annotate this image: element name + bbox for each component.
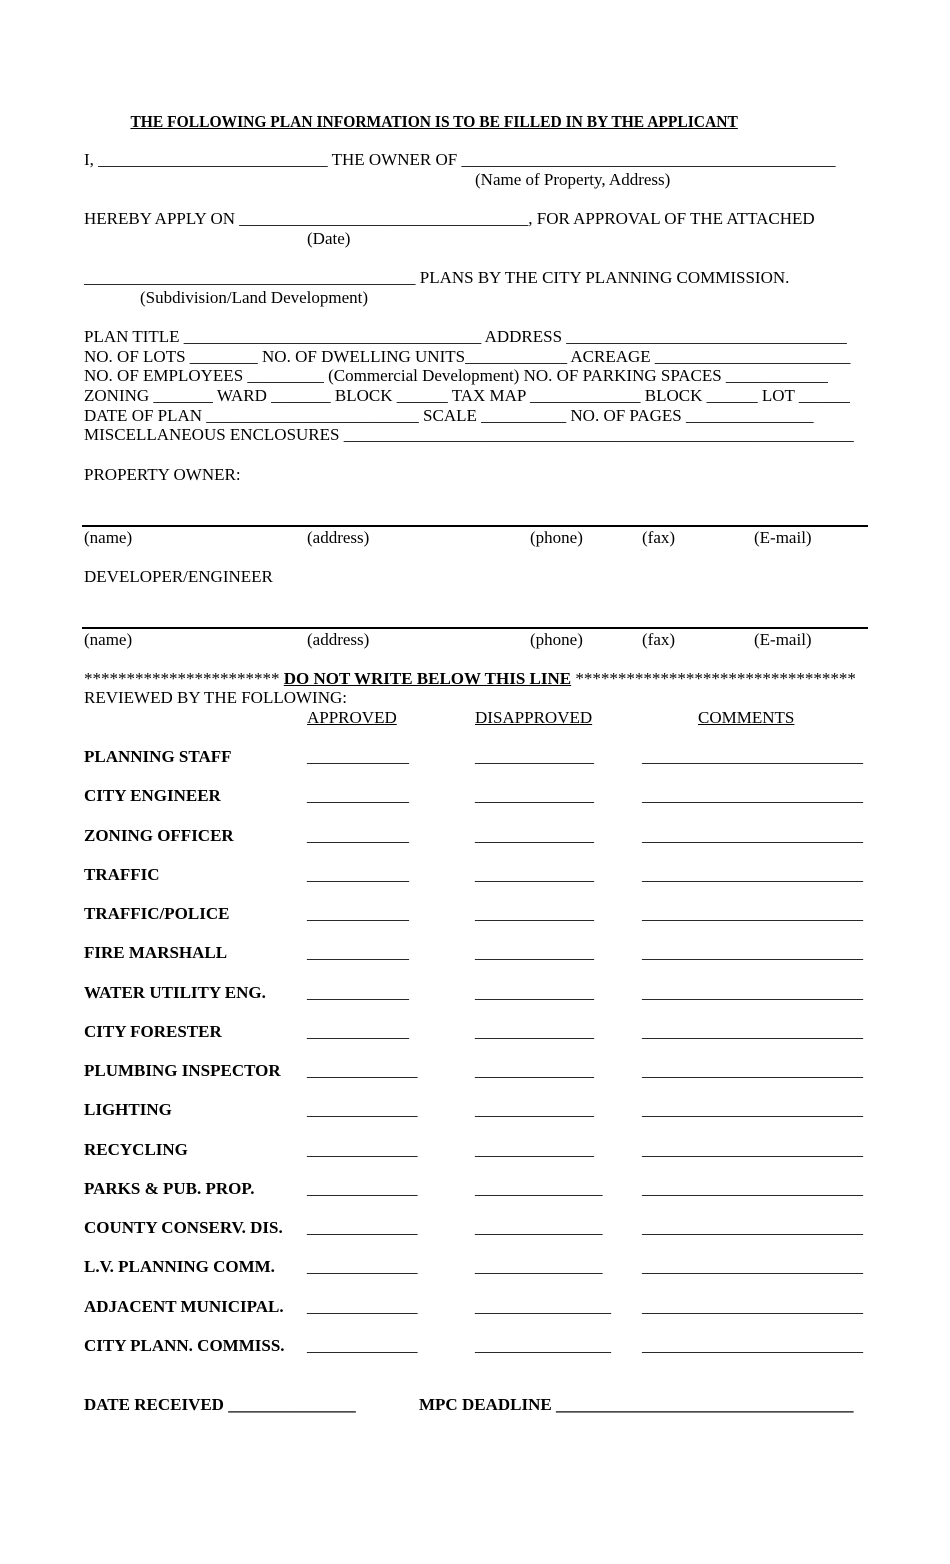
date-caption: (Date) xyxy=(307,229,351,248)
comments-blank[interactable]: __________________________ xyxy=(642,943,863,962)
disapproved-blank[interactable]: ______________ xyxy=(475,1100,594,1119)
lots-units-acreage-line[interactable]: NO. OF LOTS ________ NO. OF DWELLING UNITS____________ ACREAGE _______________________ xyxy=(84,347,851,366)
approved-column-header: APPROVED xyxy=(307,708,397,727)
disapproved-blank[interactable]: ______________ xyxy=(475,826,594,845)
approved-blank[interactable]: ____________ xyxy=(307,904,409,923)
disapproved-blank[interactable]: ______________ xyxy=(475,904,594,923)
comments-blank[interactable]: __________________________ xyxy=(642,786,863,805)
disapproved-blank[interactable]: ______________ xyxy=(475,1140,594,1159)
owner-phone-caption: (phone) xyxy=(530,528,583,547)
reviewer-label: CITY PLANN. COMMISS. xyxy=(84,1336,285,1355)
developer-phone-caption: (phone) xyxy=(530,630,583,649)
property-owner-entry-line[interactable] xyxy=(82,525,868,527)
mpc-deadline-field[interactable]: MPC DEADLINE ___________________________________ xyxy=(419,1395,854,1414)
owner-email-caption: (E-mail) xyxy=(754,528,812,547)
comments-blank[interactable]: __________________________ xyxy=(642,747,863,766)
approved-blank[interactable]: ____________ xyxy=(307,983,409,1002)
comments-blank[interactable]: __________________________ xyxy=(642,1257,863,1276)
approved-blank[interactable]: _____________ xyxy=(307,1257,418,1276)
approved-blank[interactable]: _____________ xyxy=(307,1218,418,1237)
comments-blank[interactable]: __________________________ xyxy=(642,983,863,1002)
comments-blank[interactable]: __________________________ xyxy=(642,904,863,923)
disapproved-column-header: DISAPPROVED xyxy=(475,708,593,727)
disapproved-blank[interactable]: ______________ xyxy=(475,747,594,766)
divider-stars-right: ********************************* xyxy=(575,669,856,688)
approved-blank[interactable]: _____________ xyxy=(307,1061,418,1080)
reviewer-label: PLUMBING INSPECTOR xyxy=(84,1061,281,1080)
comments-blank[interactable]: __________________________ xyxy=(642,1336,863,1355)
reviewer-label: L.V. PLANNING COMM. xyxy=(84,1257,275,1276)
property-address-caption: (Name of Property, Address) xyxy=(475,170,671,189)
comments-column-header: COMMENTS xyxy=(698,708,795,727)
comments-blank[interactable]: __________________________ xyxy=(642,1179,863,1198)
reviewer-label: TRAFFIC xyxy=(84,865,160,884)
reviewer-label: FIRE MARSHALL xyxy=(84,943,228,962)
disapproved-blank[interactable]: ______________ xyxy=(475,786,594,805)
zoning-ward-block-line[interactable]: ZONING _______ WARD _______ BLOCK ______ TAX MAP _____________ BLOCK ______ LOT ______ xyxy=(84,386,850,405)
reviewer-label: LIGHTING xyxy=(84,1100,172,1119)
disapproved-blank[interactable]: _______________ xyxy=(475,1257,603,1276)
owner-name-caption: (name) xyxy=(84,528,133,547)
approved-blank[interactable]: ____________ xyxy=(307,786,409,805)
owner-fax-caption: (fax) xyxy=(642,528,676,547)
approved-blank[interactable]: ____________ xyxy=(307,747,409,766)
developer-entry-line[interactable] xyxy=(82,627,868,629)
plan-type-line[interactable]: _______________________________________ PLANS BY THE CITY PLANNING COMMISSION. xyxy=(84,268,790,287)
apply-date-line[interactable]: HEREBY APPLY ON __________________________________, FOR APPROVAL OF THE ATTACHED xyxy=(84,209,815,228)
developer-name-caption: (name) xyxy=(84,630,133,649)
developer-address-caption: (address) xyxy=(307,630,370,649)
form-title: THE FOLLOWING PLAN INFORMATION IS TO BE FILLED IN BY THE APPLICANT xyxy=(130,112,738,131)
reviewer-label: CITY FORESTER xyxy=(84,1022,222,1041)
developer-email-caption: (E-mail) xyxy=(754,630,812,649)
comments-blank[interactable]: __________________________ xyxy=(642,1297,863,1316)
comments-blank[interactable]: __________________________ xyxy=(642,1022,863,1041)
reviewer-label: WATER UTILITY ENG. xyxy=(84,983,266,1002)
comments-blank[interactable]: __________________________ xyxy=(642,826,863,845)
reviewer-label: TRAFFIC/POLICE xyxy=(84,904,230,923)
developer-fax-caption: (fax) xyxy=(642,630,676,649)
reviewer-label: CITY ENGINEER xyxy=(84,786,221,805)
approved-blank[interactable]: _____________ xyxy=(307,1297,418,1316)
do-not-write-divider xyxy=(84,669,856,689)
employees-parking-line[interactable]: NO. OF EMPLOYEES _________ (Commercial Development) NO. OF PARKING SPACES ____________ xyxy=(84,366,828,385)
approved-blank[interactable]: ____________ xyxy=(307,865,409,884)
reviewer-label: PARKS & PUB. PROP. xyxy=(84,1179,255,1198)
disapproved-blank[interactable]: ______________ xyxy=(475,983,594,1002)
approved-blank[interactable]: _____________ xyxy=(307,1100,418,1119)
approved-blank[interactable]: ____________ xyxy=(307,826,409,845)
property-owner-label: PROPERTY OWNER: xyxy=(84,465,241,484)
disapproved-blank[interactable]: ________________ xyxy=(475,1297,611,1316)
divider-stars-left: *********************** xyxy=(84,669,280,688)
reviewer-label: ZONING OFFICER xyxy=(84,826,234,845)
approved-blank[interactable]: _____________ xyxy=(307,1179,418,1198)
owner-address-caption: (address) xyxy=(307,528,370,547)
approved-blank[interactable]: _____________ xyxy=(307,1336,418,1355)
disapproved-blank[interactable]: ______________ xyxy=(475,1061,594,1080)
approved-blank[interactable]: ____________ xyxy=(307,1022,409,1041)
reviewer-label: PLANNING STAFF xyxy=(84,747,232,766)
disapproved-blank[interactable]: _______________ xyxy=(475,1179,603,1198)
date-received-field[interactable]: DATE RECEIVED _______________ xyxy=(84,1395,356,1414)
comments-blank[interactable]: __________________________ xyxy=(642,865,863,884)
reviewer-label: RECYCLING xyxy=(84,1140,188,1159)
do-not-write-text: DO NOT WRITE BELOW THIS LINE xyxy=(283,669,572,688)
approved-blank[interactable]: ____________ xyxy=(307,943,409,962)
comments-blank[interactable]: __________________________ xyxy=(642,1218,863,1237)
comments-blank[interactable]: __________________________ xyxy=(642,1100,863,1119)
enclosures-line[interactable]: MISCELLANEOUS ENCLOSURES ____________________________________________________________ xyxy=(84,425,854,444)
comments-blank[interactable]: __________________________ xyxy=(642,1061,863,1080)
plan-type-caption: (Subdivision/Land Development) xyxy=(140,288,369,307)
disapproved-blank[interactable]: _______________ xyxy=(475,1218,603,1237)
date-scale-pages-line[interactable]: DATE OF PLAN _________________________ SCALE __________ NO. OF PAGES _______________ xyxy=(84,406,814,425)
reviewer-label: ADJACENT MUNICIPAL. xyxy=(84,1297,284,1316)
disapproved-blank[interactable]: ______________ xyxy=(475,865,594,884)
comments-blank[interactable]: __________________________ xyxy=(642,1140,863,1159)
disapproved-blank[interactable]: ________________ xyxy=(475,1336,611,1355)
reviewer-label: COUNTY CONSERV. DIS. xyxy=(84,1218,283,1237)
developer-engineer-label: DEVELOPER/ENGINEER xyxy=(84,567,273,586)
disapproved-blank[interactable]: ______________ xyxy=(475,943,594,962)
owner-name-line[interactable]: I, ___________________________ THE OWNER OF ____________________________________________ xyxy=(84,150,836,169)
plan-title-address-line[interactable]: PLAN TITLE ___________________________________ ADDRESS _________________________________ xyxy=(84,327,847,346)
approved-blank[interactable]: _____________ xyxy=(307,1140,418,1159)
disapproved-blank[interactable]: ______________ xyxy=(475,1022,594,1041)
reviewed-by-heading: REVIEWED BY THE FOLLOWING: xyxy=(84,688,347,707)
